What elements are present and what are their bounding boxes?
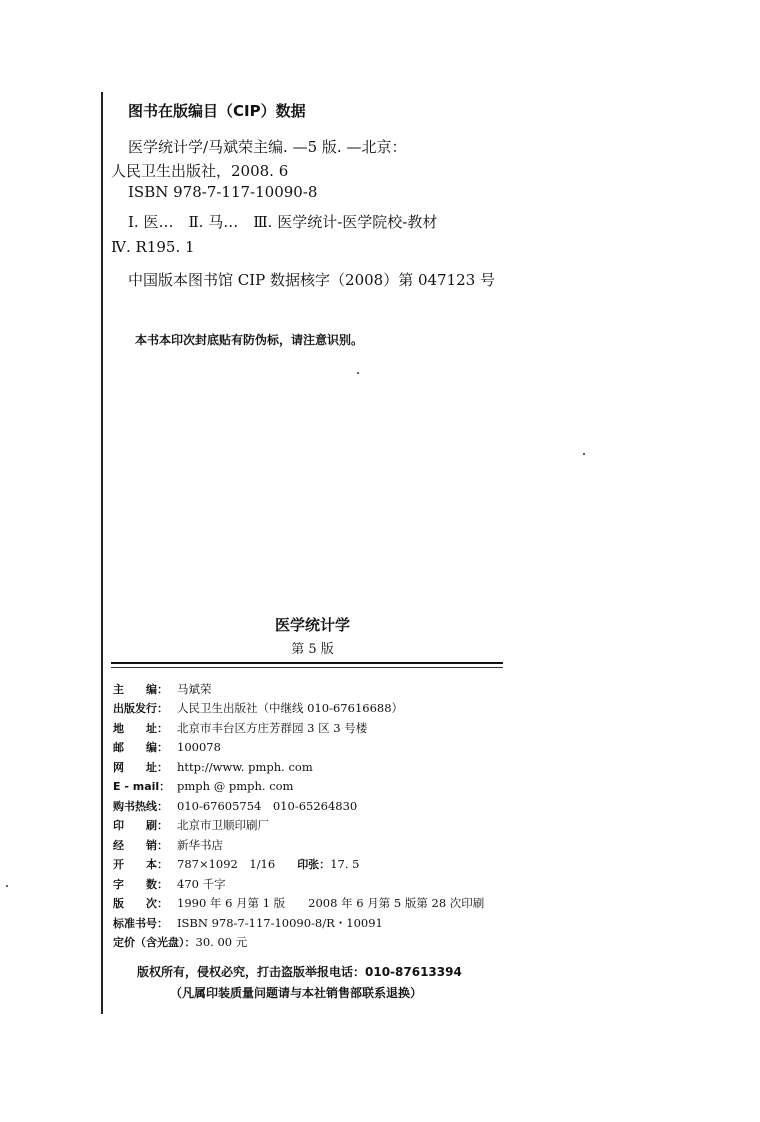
copyright-notice: 版权所有，侵权必究，打击盗版举报电话：010-87613394 xyxy=(137,965,462,979)
colophon-row-distributor xyxy=(113,835,484,855)
row-value: 470 千字 xyxy=(177,876,226,891)
colophon-rule-thick xyxy=(111,662,503,664)
row-label: E - mail： xyxy=(113,780,171,794)
colophon-row-editor xyxy=(113,679,484,699)
row-label: 购书热线： xyxy=(113,799,168,813)
book-title: 医学统计学 xyxy=(274,616,350,634)
row-label: 邮 编： xyxy=(113,741,168,755)
row-value: 787×1092 1/16 xyxy=(177,857,276,872)
row-value: 北京市丰台区方庄芳群园 3 区 3 号楼 xyxy=(177,720,368,735)
scan-speck xyxy=(6,885,8,887)
colophon-row-email xyxy=(113,777,484,797)
colophon-rule-thin xyxy=(111,667,503,668)
row-value-sheets: 17. 5 xyxy=(330,857,360,872)
row-value: ISBN 978-7-117-10090-8/R・10091 xyxy=(177,915,383,930)
row-value: 100078 xyxy=(177,740,221,755)
cip-line-title-author: 医学统计学/马斌荣主编. —5 版. —北京： xyxy=(128,138,407,156)
row-label: 标准书号： xyxy=(113,916,168,930)
cip-line-publisher: 人民卫生出版社，2008. 6 xyxy=(111,162,289,180)
colophon-row-address xyxy=(113,718,484,738)
cip-classification: Ⅳ. R195. 1 xyxy=(111,238,195,256)
anti-counterfeit-notice: 本书本印次封底贴有防伪标，请注意识别。 xyxy=(135,333,364,347)
colophon-row-publisher xyxy=(113,699,484,719)
row-label: 定价（含光盘）： xyxy=(113,936,196,950)
row-label: 出版发行： xyxy=(113,702,168,716)
colophon-row-price xyxy=(113,933,484,953)
row-value: 010-67605754 010-65264830 xyxy=(177,798,358,813)
scan-speck xyxy=(583,453,585,455)
colophon-row-printer xyxy=(113,816,484,836)
colophon-row-hotline xyxy=(113,796,484,816)
colophon-row-website xyxy=(113,757,484,777)
row-label: 地 址： xyxy=(113,721,168,735)
row-label: 经 销： xyxy=(113,838,168,852)
row-label: 版 次： xyxy=(113,897,168,911)
return-policy-notice: （凡属印装质量问题请与本社销售部联系退换） xyxy=(170,986,423,1000)
cip-title: 图书在版编目（CIP）数据 xyxy=(128,102,306,120)
colophon-row-edition xyxy=(113,894,484,914)
row-label: 印 刷： xyxy=(113,819,168,833)
row-value: pmph @ pmph. com xyxy=(177,779,294,794)
row-value: http://www. pmph. com xyxy=(177,759,313,774)
row-label: 开 本： xyxy=(113,858,168,872)
cip-isbn: ISBN 978-7-117-10090-8 xyxy=(128,183,318,201)
scan-speck xyxy=(357,372,359,374)
row-value: 马斌荣 xyxy=(177,681,212,696)
row-value: 新华书店 xyxy=(177,837,223,852)
row-label: 网 址： xyxy=(113,760,168,774)
row-value: 30. 00 元 xyxy=(195,935,248,950)
colophon-row-postcode xyxy=(113,738,484,758)
left-margin-rule xyxy=(101,92,103,1014)
row-value: 人民卫生出版社（中继线 010-67616688） xyxy=(177,701,404,716)
row-value: 1990 年 6 月第 1 版 2008 年 6 月第 5 版第 28 次印刷 xyxy=(177,896,485,911)
cip-data-number: 中国版本图书馆 CIP 数据核字（2008）第 047123 号 xyxy=(128,271,496,289)
colophon-row-format xyxy=(113,855,484,875)
cip-subjects: Ⅰ. 医… Ⅱ. 马… Ⅲ. 医学统计-医学院校-教材 xyxy=(128,213,438,231)
row-label: 字 数： xyxy=(113,877,168,891)
book-edition: 第 5 版 xyxy=(291,642,334,657)
row-value: 北京市卫顺印刷厂 xyxy=(177,818,269,833)
row-label-sheets: 印张： xyxy=(297,858,331,872)
row-label: 主 编： xyxy=(113,682,168,696)
colophon-table xyxy=(113,679,484,952)
colophon-row-standard-number xyxy=(113,913,484,933)
colophon-row-wordcount xyxy=(113,874,484,894)
